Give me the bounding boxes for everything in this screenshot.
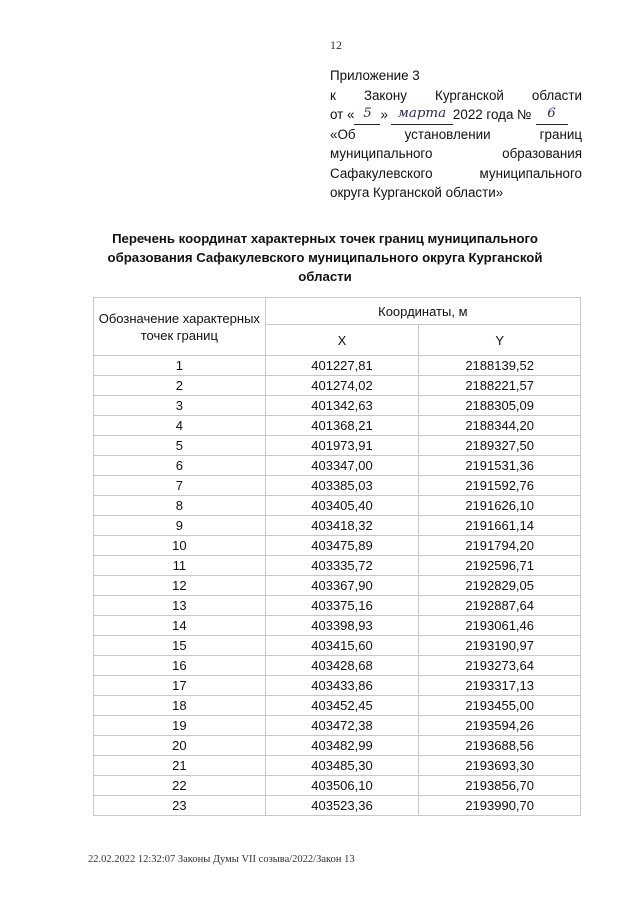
point-number-cell: 13 bbox=[94, 596, 266, 616]
x-coordinate-cell: 401227,81 bbox=[265, 356, 419, 376]
date-year-label: 2022 года № bbox=[452, 107, 532, 122]
point-number-cell: 20 bbox=[94, 736, 266, 756]
table-row bbox=[94, 596, 581, 616]
x-coordinate-cell: 403482,99 bbox=[265, 736, 419, 756]
x-coordinate-cell: 403485,30 bbox=[265, 756, 419, 776]
appendix-line-date bbox=[330, 105, 582, 125]
point-number-cell: 19 bbox=[94, 716, 266, 736]
y-coordinate-cell: 2193455,00 bbox=[419, 696, 581, 716]
appendix-word: муниципального bbox=[330, 146, 433, 161]
x-coordinate-cell: 403415,60 bbox=[265, 636, 419, 656]
y-coordinate-cell: 2193990,70 bbox=[419, 796, 581, 816]
header-x: X bbox=[265, 325, 419, 356]
x-coordinate-cell: 403335,72 bbox=[265, 556, 419, 576]
table-row bbox=[94, 636, 581, 656]
appendix-word: «Об bbox=[330, 126, 356, 142]
table-row bbox=[94, 456, 581, 476]
appendix-word: Закону bbox=[363, 87, 407, 103]
y-coordinate-cell: 2192829,05 bbox=[419, 576, 581, 596]
point-number-cell: 5 bbox=[94, 436, 266, 456]
appendix-line-law bbox=[330, 86, 582, 106]
date-month-field bbox=[391, 105, 453, 125]
table-row bbox=[94, 516, 581, 536]
y-coordinate-cell: 2191592,76 bbox=[419, 476, 581, 496]
header-coordinates: Координаты, м bbox=[265, 298, 580, 325]
table-row bbox=[94, 756, 581, 776]
point-number-cell: 15 bbox=[94, 636, 266, 656]
x-coordinate-cell: 403385,03 bbox=[265, 476, 419, 496]
point-number-cell: 16 bbox=[94, 656, 266, 676]
y-coordinate-cell: 2188221,57 bbox=[419, 376, 581, 396]
y-coordinate-cell: 2191794,20 bbox=[419, 536, 581, 556]
x-coordinate-cell: 403475,89 bbox=[265, 536, 419, 556]
point-number-cell: 14 bbox=[94, 616, 266, 636]
x-coordinate-cell: 403523,36 bbox=[265, 796, 419, 816]
handwritten-month: марта bbox=[397, 106, 447, 121]
y-coordinate-cell: 2192596,71 bbox=[419, 556, 581, 576]
page-number: 12 bbox=[330, 38, 342, 52]
point-number-cell: 10 bbox=[94, 536, 266, 556]
y-coordinate-cell: 2193317,13 bbox=[419, 676, 581, 696]
appendix-block bbox=[330, 66, 582, 203]
table-row bbox=[94, 436, 581, 456]
appendix-title: Приложение 3 bbox=[330, 68, 420, 83]
point-number-cell: 8 bbox=[94, 496, 266, 516]
y-coordinate-cell: 2193190,97 bbox=[419, 636, 581, 656]
appendix-word: образования bbox=[502, 146, 582, 161]
table-row bbox=[94, 776, 581, 796]
x-coordinate-cell: 403418,32 bbox=[265, 516, 419, 536]
point-number-cell: 2 bbox=[94, 376, 266, 396]
point-number-cell: 7 bbox=[94, 476, 266, 496]
appendix-line-subject2 bbox=[330, 144, 582, 164]
table-row bbox=[94, 416, 581, 436]
coordinates-body bbox=[94, 356, 581, 816]
x-coordinate-cell: 401274,02 bbox=[265, 376, 419, 396]
x-coordinate-cell: 403433,86 bbox=[265, 676, 419, 696]
appendix-word: установлении bbox=[404, 126, 491, 142]
table-row bbox=[94, 796, 581, 816]
point-number-cell: 23 bbox=[94, 796, 266, 816]
y-coordinate-cell: 2189327,50 bbox=[419, 436, 581, 456]
x-coordinate-cell: 403398,93 bbox=[265, 616, 419, 636]
x-coordinate-cell: 403375,16 bbox=[265, 596, 419, 616]
x-coordinate-cell: 401342,63 bbox=[265, 396, 419, 416]
y-coordinate-cell: 2193594,26 bbox=[419, 716, 581, 736]
table-row bbox=[94, 716, 581, 736]
x-coordinate-cell: 403347,00 bbox=[265, 456, 419, 476]
table-row bbox=[94, 476, 581, 496]
document-title: Перечень координат характерных точек границ муниципального образования Сафакулевского муниципального округа Курганской области bbox=[107, 231, 543, 284]
appendix-line-subject3 bbox=[330, 164, 582, 184]
appendix-line-subject1 bbox=[330, 125, 582, 145]
point-number-cell: 22 bbox=[94, 776, 266, 796]
y-coordinate-cell: 2188344,20 bbox=[419, 416, 581, 436]
point-number-cell: 3 bbox=[94, 396, 266, 416]
y-coordinate-cell: 2188305,09 bbox=[419, 396, 581, 416]
appendix-word: к bbox=[330, 87, 336, 103]
coordinates-table bbox=[93, 297, 581, 816]
appendix-word: Сафакулевского bbox=[330, 165, 433, 181]
table-row bbox=[94, 676, 581, 696]
y-coordinate-cell: 2193061,46 bbox=[419, 616, 581, 636]
handwritten-day: 5 bbox=[363, 106, 372, 121]
header-y: Y bbox=[419, 325, 581, 356]
y-coordinate-cell: 2191626,10 bbox=[419, 496, 581, 516]
y-coordinate-cell: 2193273,64 bbox=[419, 656, 581, 676]
x-coordinate-cell: 403452,45 bbox=[265, 696, 419, 716]
y-coordinate-cell: 2191661,14 bbox=[419, 516, 581, 536]
point-number-cell: 9 bbox=[94, 516, 266, 536]
point-number-cell: 4 bbox=[94, 416, 266, 436]
x-coordinate-cell: 403367,90 bbox=[265, 576, 419, 596]
y-coordinate-cell: 2193693,30 bbox=[419, 756, 581, 776]
handwritten-number: 6 bbox=[547, 106, 556, 121]
header-points: Обозначение характерных точек границ bbox=[94, 298, 266, 356]
point-number-cell: 17 bbox=[94, 676, 266, 696]
table-row bbox=[94, 696, 581, 716]
appendix-word: Курганской bbox=[435, 87, 504, 103]
date-quote-close: » bbox=[380, 107, 388, 122]
y-coordinate-cell: 2193688,56 bbox=[419, 736, 581, 756]
point-number-cell: 6 bbox=[94, 456, 266, 476]
date-day-field bbox=[354, 105, 380, 125]
point-number-cell: 11 bbox=[94, 556, 266, 576]
y-coordinate-cell: 2192887,64 bbox=[419, 596, 581, 616]
table-row bbox=[94, 536, 581, 556]
y-coordinate-cell: 2191531,36 bbox=[419, 456, 581, 476]
x-coordinate-cell: 403506,10 bbox=[265, 776, 419, 796]
table-row bbox=[94, 396, 581, 416]
x-coordinate-cell: 403472,38 bbox=[265, 716, 419, 736]
date-prefix: от « bbox=[330, 107, 355, 122]
point-number-cell: 12 bbox=[94, 576, 266, 596]
footer-stamp: 22.02.2022 12:32:07 Законы Думы VII созыва/2022/Закон 13 bbox=[88, 854, 355, 865]
appendix-word: области bbox=[531, 87, 582, 103]
table-row bbox=[94, 656, 581, 676]
x-coordinate-cell: 403405,40 bbox=[265, 496, 419, 516]
table-row bbox=[94, 616, 581, 636]
point-number-cell: 1 bbox=[94, 356, 266, 376]
y-coordinate-cell: 2193856,70 bbox=[419, 776, 581, 796]
x-coordinate-cell: 403428,68 bbox=[265, 656, 419, 676]
point-number-cell: 21 bbox=[94, 756, 266, 776]
table-row bbox=[94, 496, 581, 516]
table-row bbox=[94, 376, 581, 396]
appendix-word: муниципального bbox=[479, 165, 582, 181]
table-row bbox=[94, 736, 581, 756]
appendix-word: границ bbox=[539, 126, 582, 142]
table-row bbox=[94, 356, 581, 376]
law-number-field bbox=[536, 105, 568, 125]
appendix-line-subject4: округа Курганской области» bbox=[330, 185, 504, 200]
x-coordinate-cell: 401973,91 bbox=[265, 436, 419, 456]
point-number-cell: 18 bbox=[94, 696, 266, 716]
x-coordinate-cell: 401368,21 bbox=[265, 416, 419, 436]
y-coordinate-cell: 2188139,52 bbox=[419, 356, 581, 376]
table-row bbox=[94, 576, 581, 596]
table-row bbox=[94, 556, 581, 576]
